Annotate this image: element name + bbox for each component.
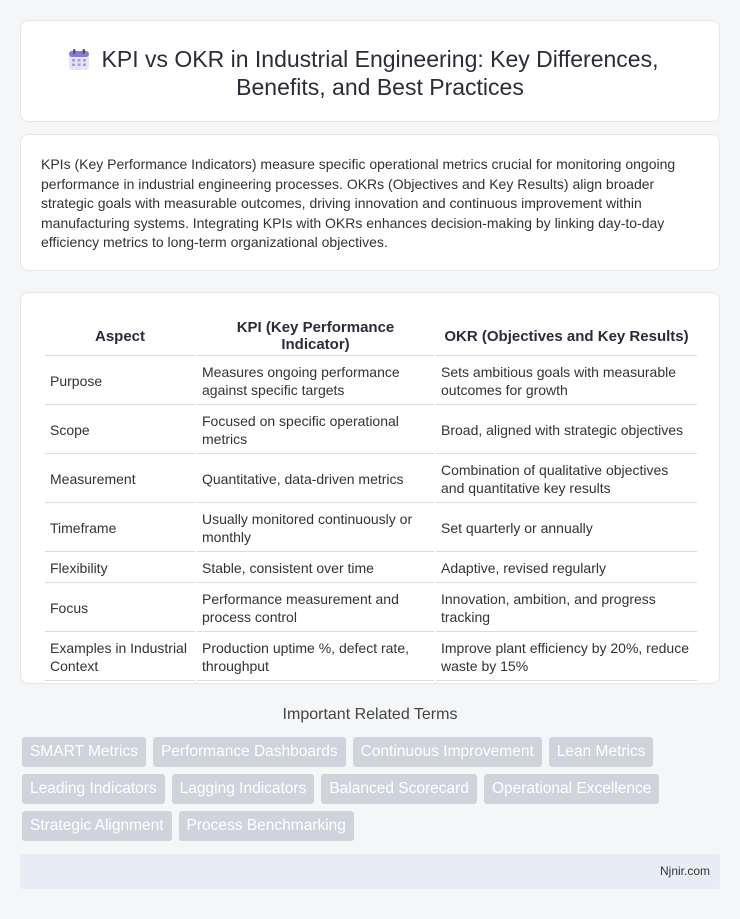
cell-kpi: Quantitative, data-driven metrics — [197, 456, 434, 503]
tag-continuous-improvement[interactable]: Continuous Improvement — [353, 737, 542, 767]
related-terms-tags — [22, 737, 722, 848]
table-row — [45, 505, 697, 552]
tag-process-benchmarking[interactable]: Process Benchmarking — [179, 811, 354, 841]
tag-performance-dashboards[interactable]: Performance Dashboards — [153, 737, 346, 767]
tag-smart-metrics[interactable]: SMART Metrics — [22, 737, 146, 767]
cell-aspect: Purpose — [45, 358, 195, 405]
tag-lagging-indicators[interactable]: Lagging Indicators — [172, 774, 315, 804]
tag-row — [22, 737, 722, 767]
cell-okr: Combination of qualitative objectives and quantitative key results — [436, 456, 697, 503]
cell-okr: Sets ambitious goals with measurable outcomes for growth — [436, 358, 697, 405]
title-card — [20, 20, 720, 122]
tag-operational-excellence[interactable]: Operational Excellence — [484, 774, 659, 804]
cell-aspect: Timeframe — [45, 505, 195, 552]
intro-card — [20, 134, 720, 271]
table-row — [45, 358, 697, 405]
cell-okr: Adaptive, revised regularly — [436, 554, 697, 583]
tag-leading-indicators[interactable]: Leading Indicators — [22, 774, 165, 804]
table-row — [45, 456, 697, 503]
table-row — [45, 585, 697, 632]
tag-row — [22, 811, 722, 841]
tag-row — [22, 774, 722, 804]
cell-aspect: Flexibility — [45, 554, 195, 583]
table-row — [45, 634, 697, 681]
cell-okr: Set quarterly or annually — [436, 505, 697, 552]
cell-kpi: Performance measurement and process control — [197, 585, 434, 632]
table-row — [45, 554, 697, 583]
page-title: KPI vs OKR in Industrial Engineering: Key Differences, Benefits, and Best Practices — [101, 46, 659, 100]
cell-kpi: Production uptime %, defect rate, throughput — [197, 634, 434, 681]
table-row — [45, 407, 697, 454]
cell-kpi: Stable, consistent over time — [197, 554, 434, 583]
footer — [20, 854, 720, 889]
comparison-card — [20, 292, 720, 684]
header-okr: OKR (Objectives and Key Results) — [436, 317, 697, 356]
intro-paragraph: KPIs (Key Performance Indicators) measure specific operational metrics crucial for monitoring ongoing performance in industrial engineering processes. OKRs (Objectives and Key Results) align broader strategic goals with measurable outcomes, driving innovation and continuous improvement within manufacturing systems. Integrating KPIs with OKRs enhances decision-making by linking day-to-day efficiency metrics to long-term organizational objectives. — [41, 156, 676, 250]
cell-aspect: Measurement — [45, 456, 195, 503]
cell-okr: Improve plant efficiency by 20%, reduce waste by 15% — [436, 634, 697, 681]
header-kpi: KPI (Key Performance Indicator) — [197, 317, 434, 356]
related-terms-title: Important Related Terms — [282, 706, 458, 723]
cell-kpi: Measures ongoing performance against specific targets — [197, 358, 434, 405]
comparison-table — [43, 315, 699, 683]
header-aspect: Aspect — [45, 317, 195, 356]
cell-okr: Innovation, ambition, and progress tracking — [436, 585, 697, 632]
tag-lean-metrics[interactable]: Lean Metrics — [549, 737, 654, 767]
cell-okr: Broad, aligned with strategic objectives — [436, 407, 697, 454]
tag-balanced-scorecard[interactable]: Balanced Scorecard — [321, 774, 477, 804]
cell-aspect: Focus — [45, 585, 195, 632]
cell-aspect: Examples in Industrial Context — [45, 634, 195, 681]
cell-kpi: Focused on specific operational metrics — [197, 407, 434, 454]
cell-kpi: Usually monitored continuously or monthly — [197, 505, 434, 552]
tag-strategic-alignment[interactable]: Strategic Alignment — [22, 811, 172, 841]
footer-site-link[interactable]: Njnir.com — [659, 864, 710, 878]
cell-aspect: Scope — [45, 407, 195, 454]
table-header-row — [45, 317, 697, 356]
